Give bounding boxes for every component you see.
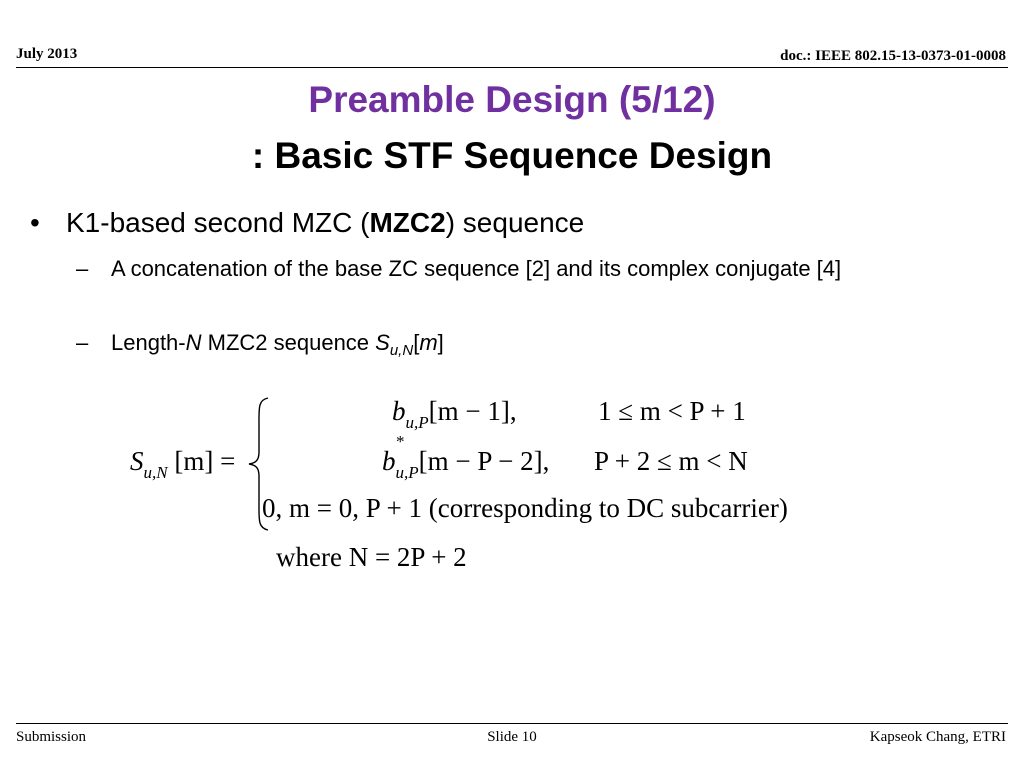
case2-argument: [m − P − 2], [418,446,550,476]
sub2-close: ] [437,330,444,355]
footer-slide-number: Slide 10 [487,729,537,745]
sub2-symbol: S [375,330,390,355]
sub-bullet-1-text: A concatenation of the base ZC sequence [2] and its complex conjugate [4] [111,256,842,281]
case2-symbol: b [382,446,396,476]
case1-subscript: u,P [405,413,429,432]
footer-author: Kapseok Chang, ETRI [869,729,1006,745]
where-clause: where N = 2P + 2 [276,542,467,572]
sub-bullet-2-text [111,327,996,366]
case2-subscript: u,P [395,463,419,482]
sub2-var: N [185,330,202,355]
dash-marker: – [76,256,89,281]
lhs-symbol: S [130,446,144,476]
case-2-expression [382,432,550,483]
main-bullet-prefix: K1-based second MZC ( [66,207,370,238]
sub2-open: [ [413,330,420,355]
case-1-expression [392,396,517,433]
main-bullet-bold: MZC2 [369,207,446,238]
header-date: July 2013 [16,46,78,62]
lhs-subscript: u,N [143,463,168,482]
header-divider [16,67,1008,68]
case-1-condition: 1 ≤ m < P + 1 [598,396,746,426]
case1-argument: [m − 1], [428,396,517,426]
case1-symbol: b [392,396,406,426]
sub-bullet-2 [76,327,996,366]
slide-subtitle: : Basic STF Sequence Design [251,135,773,176]
slide-title: Preamble Design (5/12) [308,79,716,120]
header-doc-id: doc.: IEEE 802.15-13-0373-01-0008 [780,48,1006,64]
sub-bullet-1 [76,253,996,284]
case2-conjugate-mark: * [396,432,405,451]
sub2-subscript: u,N [389,342,414,359]
lhs-rest: [m] = [167,446,236,476]
footer-divider [16,723,1008,724]
main-bullet [30,204,584,242]
sub2-index: m [419,330,438,355]
footer-submission: Submission [16,729,87,745]
bullet-dot: • [30,207,40,238]
sub2-prefix: Length- [111,330,186,355]
sub2-mid: MZC2 sequence [201,330,376,355]
main-bullet-suffix: ) sequence [445,207,585,238]
case-2-condition: P + 2 ≤ m < N [594,446,748,476]
equation-lhs [130,446,235,483]
case-3: 0, m = 0, P + 1 (corresponding to DC subcarrier) [262,493,788,523]
dash-marker: – [76,330,89,355]
